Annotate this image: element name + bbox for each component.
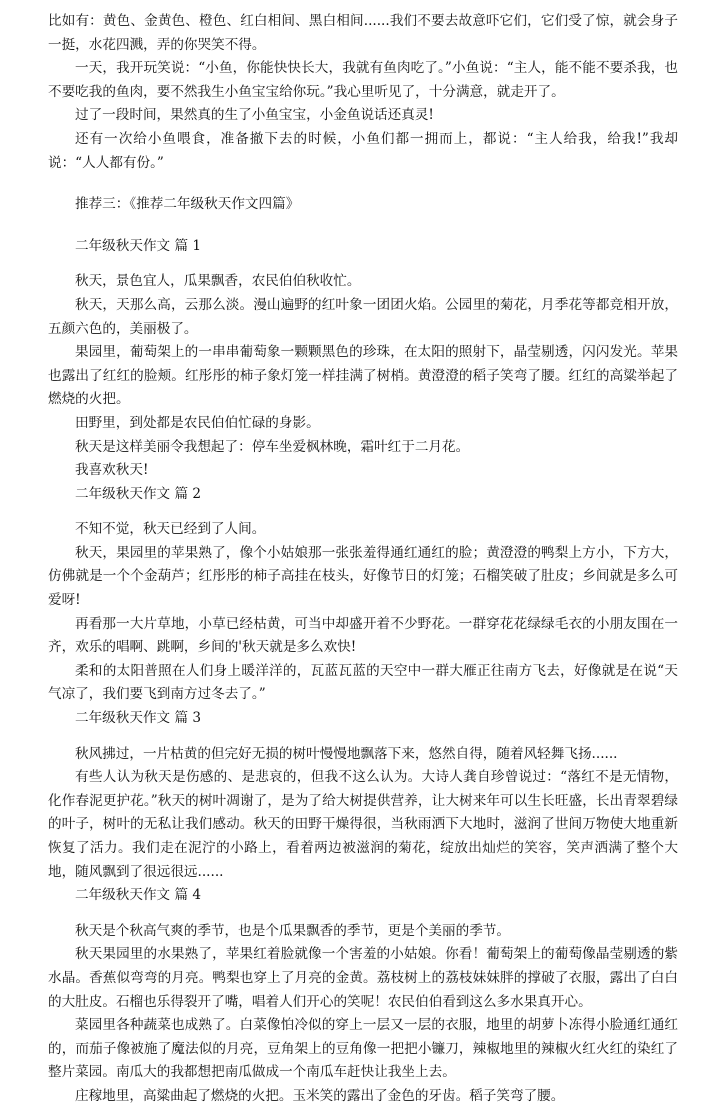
paragraph: 菜园里各种蔬菜也成熟了。白菜像怕冷似的穿上一层又一层的衣服，地里的胡萝卜冻得小脸通红通红的，而茄子像被施了魔法似的月亮，豆角架上的豆角像一把把小镰刀，辣椒地里的辣椒火红火红的染红了整片菜园。南瓜大的我都想把南瓜做成一个南瓜车赶快让我坐上去。 (48, 1017, 678, 1081)
essay-heading: 二年级秋天作文 篇 3 (75, 710, 202, 727)
paragraph: 不知不觉，秋天已经到了人间。 (75, 521, 266, 538)
recommendation-title: 推荐三：《推荐二年级秋天作文四篇》 (75, 196, 300, 213)
paragraph: 我喜欢秋天! (75, 462, 149, 479)
paragraph: 比如有：黄色、金黄色、橙色、红白相间、黑白相间......我们不要去故意吓它们，它们受了惊，就会身子一挺，水花四溅，弄的你哭笑不得。 (48, 13, 678, 53)
paragraph: 有些人认为秋天是伤感的、是悲哀的，但我不这么认为。大诗人龚自珍曾说过：“落红不是无情物，化作春泥更护花。”秋天的树叶凋谢了，是为了给大树提供营养，让大树来年可以生长旺盛，长出青翠碧绿的叶子，树叶的无私让我们感动。秋天的田野干燥得很，当秋雨洒下大地时，滋润了世间万物使大地重新恢复了活力。我们走在泥泞的小路上，看着两边被滋润的菊花，绽放出灿烂的笑容，笑声洒满了整个大地，随风飘到了很远很远...... (48, 769, 678, 880)
paragraph: 秋天，景色宜人，瓜果飘香，农民伯伯秋收忙。 (75, 273, 361, 290)
essay-heading: 二年级秋天作文 篇 1 (75, 237, 202, 254)
essay-heading: 二年级秋天作文 篇 2 (75, 485, 202, 502)
paragraph: 再看那一大片草地，小草已经枯黄，可当中却盛开着不少野花。一群穿花花绿绿毛衣的小朋友围在一齐，欢乐的唱啊、跳啊，乡间的'秋天就是多么欢快! (48, 615, 678, 656)
paragraph: 秋天是个秋高气爽的季节，也是个瓜果飘香的季节，更是个美丽的季节。 (75, 922, 510, 939)
paragraph: 庄稼地里，高粱曲起了燃烧的火把。玉米笑的露出了金色的牙齿。稻子笑弯了腰。 (75, 1087, 565, 1104)
paragraph: 过了一段时间，果然真的生了小鱼宝宝，小金鱼说话还真灵! (75, 107, 434, 124)
paragraph: 一天，我开玩笑说：“小鱼，你能快快长大，我就有鱼肉吃了。”小鱼说：“主人，能不能不要杀我，也不要吃我的鱼肉，要不然我生小鱼宝宝给你玩。”我心里听见了，十分满意，就走开了。 (48, 60, 678, 100)
paragraph: 秋天果园里的水果熟了，苹果红着脸就像一个害羞的小姑娘。你看！葡萄架上的葡萄像晶莹剔透的紫水晶。香蕉似弯弯的月亮。鸭梨也穿上了月亮的金黄。荔枝树上的荔枝妹妹胖的撑破了衣服，露出了白白的大肚皮。石榴也乐得裂开了嘴，唱着人们开心的笑呢！农民伯伯看到这么多水果真开心。 (48, 946, 678, 1010)
paragraph: 秋天，果园里的苹果熟了，像个小姑娘那一张张羞得通红通红的脸；黄澄澄的鸭梨上方小，下方大，仿佛就是一个个金葫芦；红彤彤的柿子高挂在枝头，好像节日的灯笼；石榴笑破了肚皮；乡间就是多么可爱呀! (48, 544, 678, 609)
paragraph: 还有一次给小鱼喂食，准备撤下去的时候，小鱼们都一拥而上，都说：“主人给我，给我!”我却说：“人人都有份。” (48, 130, 678, 171)
paragraph: 柔和的太阳普照在人们身上暖洋洋的，瓦蓝瓦蓝的天空中一群大雁正往南方飞去，好像就是在说“天气凉了，我们要飞到南方过冬去了。” (48, 662, 678, 703)
paragraph: 秋天，天那么高，云那么淡。漫山遍野的红叶象一团团火焰。公园里的菊花，月季花等都竞相开放，五颜六色的，美丽极了。 (48, 296, 678, 337)
paragraph: 田野里，到处都是农民伯伯忙碌的身影。 (75, 414, 320, 431)
paragraph: 果园里，葡萄架上的一串串葡萄象一颗颗黑色的珍珠，在太阳的照射下，晶莹剔透，闪闪发光。苹果也露出了红红的脸颊。红彤彤的柿子象灯笼一样挂满了树梢。黄澄澄的稻子笑弯了腰。红红的高粱举起了燃烧的火把。 (48, 344, 678, 408)
paragraph: 秋天是这样美丽令我想起了：停车坐爱枫林晚，霜叶红于二月花。 (75, 438, 470, 455)
essay-heading: 二年级秋天作文 篇 4 (75, 887, 202, 904)
paragraph: 秋风拂过，一片枯黄的但完好无损的树叶慢慢地飘落下来，悠然自得，随着风轻舞飞扬...... (75, 745, 618, 762)
document-body (48, 10, 678, 1109)
